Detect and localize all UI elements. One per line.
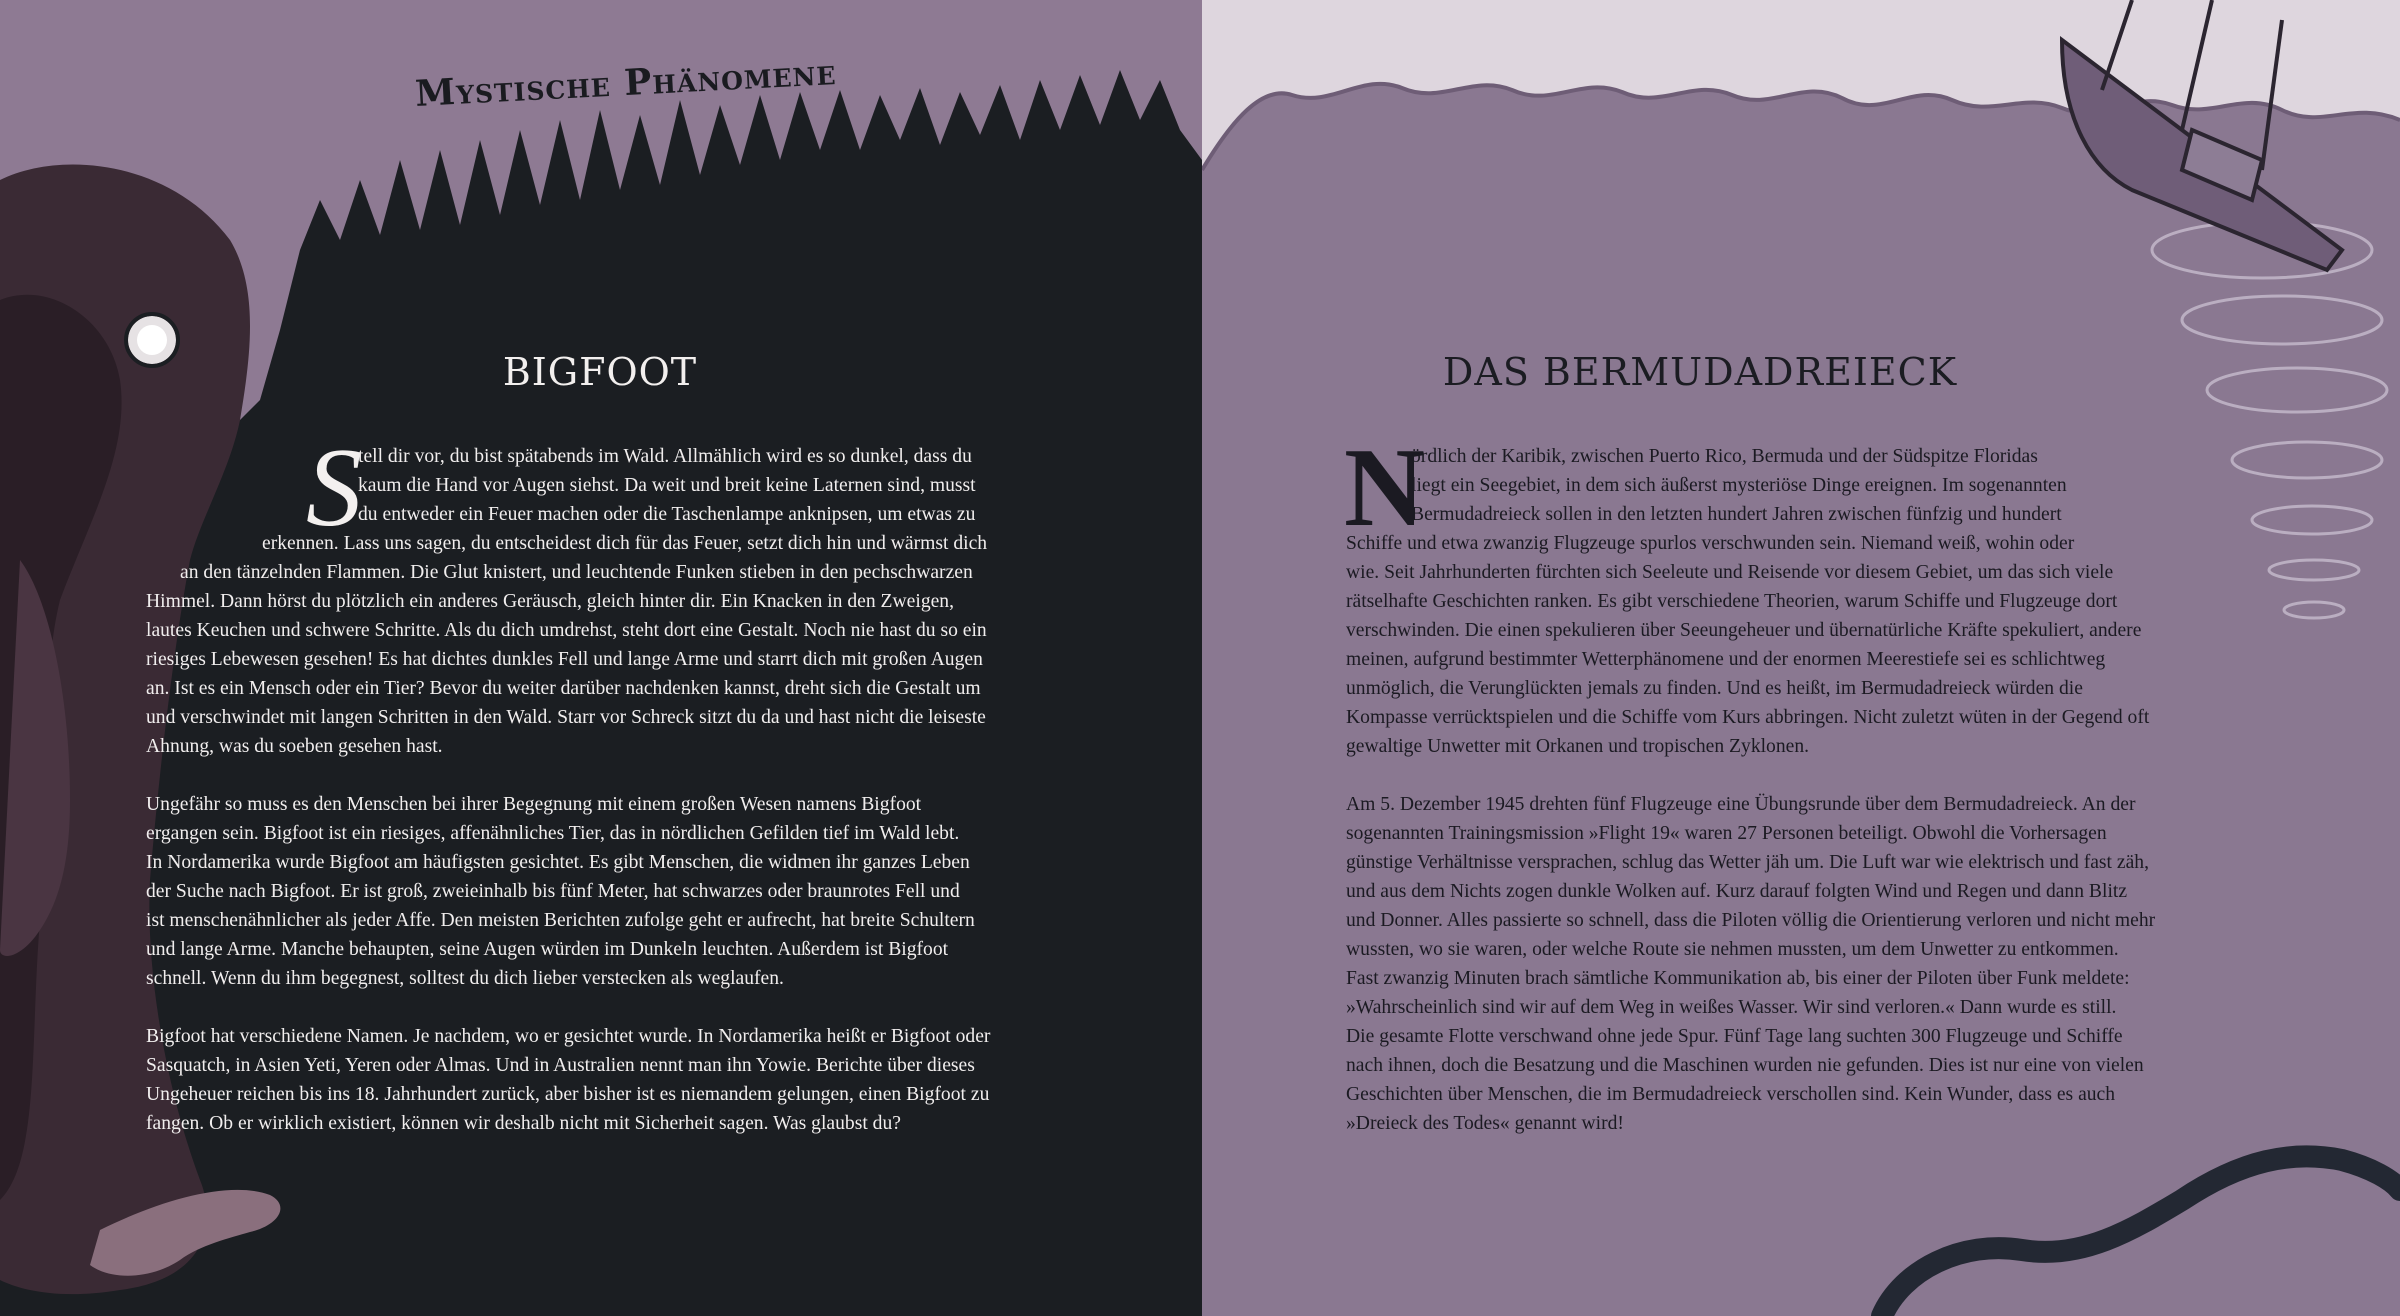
text-line: In Nordamerika wurde Bigfoot am häufigsten gesichtet. Es gibt Menschen, die widmen ihr ganzes Leben <box>146 852 970 873</box>
text-line: verschwinden. Die einen spekulieren über Seeungeheuer und übernatürliche Kräfte spekuliert, andere <box>1346 620 2142 641</box>
text-line: sogenannten Trainingsmission »Flight 19« waren 27 Personen beteiligt. Obwohl die Vorhersagen <box>1346 823 2107 844</box>
text-line: kaum die Hand vor Augen siehst. Da weit und breit keine Laternen sind, musst <box>358 475 976 496</box>
text-line: du entweder ein Feuer machen oder die Taschenlampe anknipsen, um etwas zu <box>358 504 976 525</box>
drop-cap-n: N <box>1344 426 1425 550</box>
whirlpool <box>2152 222 2387 618</box>
text-line: wie. Seit Jahrhunderten fürchten sich Seeleute und Reisende vor diesem Gebiet, um das sich viele <box>1346 562 2114 583</box>
text-line: günstige Verhältnisse versprachen, schlug das Wetter jäh um. Die Luft war wie elektrisch und fast zäh, <box>1346 852 2149 873</box>
text-line: und verschwindet mit langen Schritten in den Wald. Starr vor Schreck sitzt du da und hast nicht die leiseste <box>146 707 986 728</box>
bigfoot-intro-line-5 <box>180 558 973 587</box>
text-line: Sasquatch, in Asien Yeti, Yeren oder Almas. Und in Australien nennt man ihn Yowie. Berichte über dieses <box>146 1055 975 1076</box>
text-line: Ahnung, was du soeben gesehen hast. <box>146 736 443 757</box>
text-line: »Wahrscheinlich sind wir auf dem Weg in weißes Wasser. Wir sind verloren.« Dann wurde es still. <box>1346 997 2117 1018</box>
text-line: Die gesamte Flotte verschwand ohne jede Spur. Fünf Tage lang suchten 300 Flugzeuge und Schiffe <box>1346 1026 2123 1047</box>
text-line: Bermudadreieck sollen in den letzten hundert Jahren zwischen fünfzig und hundert <box>1411 504 2062 525</box>
text-line: und aus dem Nichts zogen dunkle Wolken auf. Kurz darauf folgten Wind und Regen und dann Blitz <box>1346 881 2128 902</box>
text-line: an. Ist es ein Mensch oder ein Tier? Bevor du weiter darüber nachdenken kannst, dreht sich die Gestalt um <box>146 678 981 699</box>
bigfoot-intro-line-4 <box>262 529 987 558</box>
text-line: Ungefähr so muss es den Menschen bei ihrer Begegnung mit einem großen Wesen namens Bigfoot <box>146 794 922 815</box>
text-line: nach ihnen, doch die Besatzung und die Maschinen wurden nie gefunden. Dies ist nur eine von vielen <box>1346 1055 2144 1076</box>
bigfoot-intro-lines-1 <box>358 442 976 529</box>
bermuda-intro-lines <box>1411 442 2067 529</box>
text-line: tell dir vor, du bist spätabends im Wald. Allmählich wird es so dunkel, dass du <box>358 446 972 467</box>
text-line: unmöglich, die Verunglückten jemals zu finden. Und es heißt, im Bermudadreieck würden die <box>1346 678 2083 699</box>
text-line: meinen, aufgrund bestimmter Wetterphänomene und der enormen Meerestiefe sei es schlichtweg <box>1346 649 2106 670</box>
text-line: liegt ein Seegebiet, in dem sich äußerst mysteriöse Dinge ereignen. Im sogenannten <box>1411 475 2067 496</box>
bermuda-body-text <box>1346 529 2155 1138</box>
text-line: Kompasse verrücktspielen und die Schiffe vom Kurs abbringen. Nicht zuletzt wüten in der Gegend oft <box>1346 707 2150 728</box>
text-line: fangen. Ob er wirklich existiert, können wir deshalb nicht mit Sicherheit sagen. Was glaubst du? <box>146 1113 901 1134</box>
article-title-bermuda: DAS BERMUDADREIECK <box>1442 350 1958 394</box>
text-line: »Dreieck des Todes« genannt wird! <box>1346 1113 1624 1134</box>
section-label: Mystische Phänomene <box>414 50 838 116</box>
text-line: schnell. Wenn du ihm begegnest, solltest du dich lieber verstecken als weglaufen. <box>146 968 784 989</box>
text-line: Geschichten über Menschen, die im Bermudadreieck verschollen sind. Kein Wunder, dass es auch <box>1346 1084 2116 1105</box>
text-line: rätselhafte Geschichten ranken. Es gibt verschiedene Theorien, warum Schiffe und Flugzeuge dort <box>1346 591 2118 612</box>
text-line: Am 5. Dezember 1945 drehten fünf Flugzeuge eine Übungsrunde über dem Bermudadreieck. An der <box>1346 794 2136 815</box>
text-line: der Suche nach Bigfoot. Er ist groß, zweieinhalb bis fünf Meter, hat schwarzes oder braunrotes Fell und <box>146 881 960 902</box>
text-line: Schiffe und etwa zwanzig Flugzeuge spurlos verschwunden sein. Niemand weiß, wohin oder <box>1346 533 2075 554</box>
text-line: Himmel. Dann hörst du plötzlich ein anderes Geräusch, gleich hinter dir. Ein Knacken in den Zweigen, <box>146 591 955 612</box>
text-line: ist menschenähnlicher als jeder Affe. Den meisten Berichten zufolge geht er aufrecht, hat breite Schultern <box>146 910 975 931</box>
text-line: Bigfoot hat verschiedene Namen. Je nachdem, wo er gesichtet wurde. In Nordamerika heißt er Bigfoot oder <box>146 1026 991 1047</box>
text-line: ergangen sein. Bigfoot ist ein riesiges, affenähnliches Tier, das in nördlichen Gefilden tief im Wald lebt. <box>146 823 960 844</box>
text-line: Fast zwanzig Minuten brach sämtliche Kommunikation ab, bis einer der Piloten über Funk meldete: <box>1346 968 2130 989</box>
text-line: an den tänzelnden Flammen. Die Glut knistert, und leuchtende Funken stieben in den pechschwarzen <box>180 562 973 583</box>
text-line: lautes Keuchen und schwere Schritte. Als du dich umdrehst, steht dort eine Gestalt. Noch nie hast du so ein <box>146 620 987 641</box>
text-line: Ungeheuer reichen bis ins 18. Jahrhundert zurück, aber bisher ist es niemandem gelungen, einen Bigfoot zu <box>146 1084 990 1105</box>
text-line: erkennen. Lass uns sagen, du entscheidest dich für das Feuer, setzt dich hin und wärmst dich <box>262 533 988 554</box>
text-line: gewaltige Unwetter mit Orkanen und tropischen Zyklonen. <box>1346 736 1810 757</box>
text-line: ördlich der Karibik, zwischen Puerto Rico, Bermuda und der Südspitze Floridas <box>1411 446 2038 467</box>
text-line: riesiges Lebewesen gesehen! Es hat dichtes dunkles Fell und lange Arme und starrt dich mit großen Augen <box>146 649 983 670</box>
tentacle <box>1882 1156 2400 1316</box>
text-line: und Donner. Alles passierte so schnell, dass die Piloten völlig die Orientierung verloren und nicht mehr <box>1346 910 2156 931</box>
article-title-bigfoot: BIGFOOT <box>502 350 698 394</box>
drop-cap-s: S <box>306 426 362 550</box>
bigfoot-body-text <box>146 587 990 1138</box>
text-line: wussten, wo sie waren, oder welche Route sie nehmen mussten, um dem Unwetter zu entkommen. <box>1346 939 2119 960</box>
text-line: und lange Arme. Manche behaupten, seine Augen würden im Dunkeln leuchten. Außerdem ist Bigfoot <box>146 939 949 960</box>
